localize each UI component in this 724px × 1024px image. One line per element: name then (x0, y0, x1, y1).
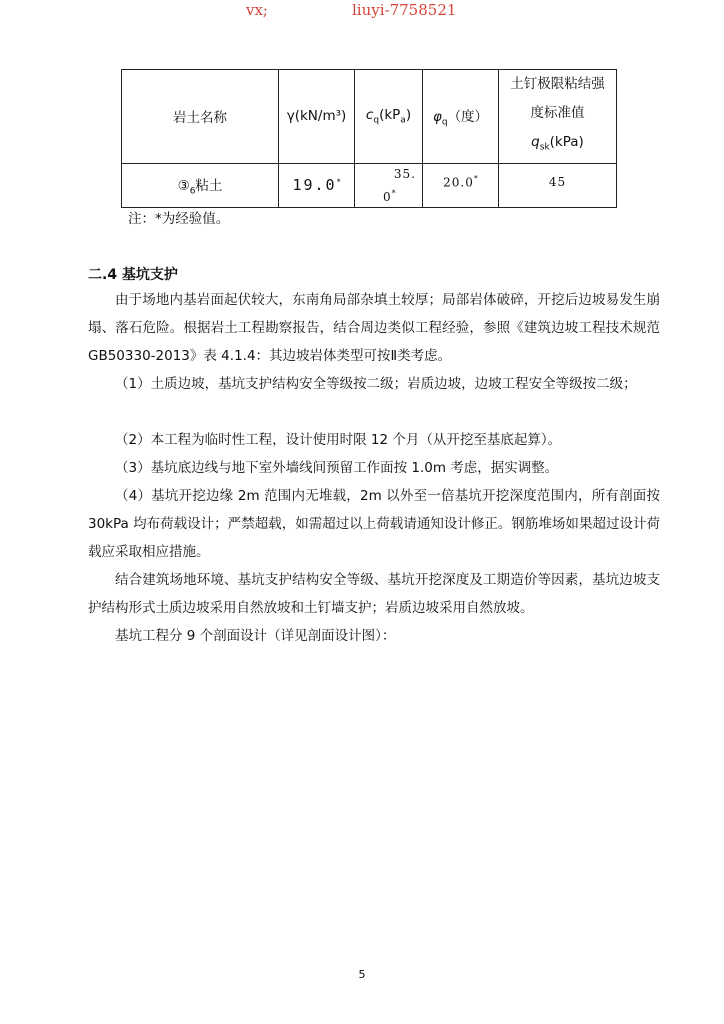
header-qsk-symbol: q (531, 134, 540, 150)
soil-name-text: 粘土 (195, 177, 223, 194)
watermark-right: liuyi-7758521 (352, 1, 457, 19)
header-qsk-unit: (kPa) (549, 134, 584, 150)
soil-layer-sub: 6 (189, 186, 196, 197)
paragraph-7: 基坑工程分 9 个剖面设计（详见剖面设计图）： (115, 628, 396, 644)
soil-parameter-table (121, 69, 617, 208)
paragraph-3: （2）本工程为临时性工程，设计使用时限 12 个月（从开挖至基底起算）。 (115, 432, 562, 448)
header-phi-unit: （度） (447, 109, 489, 125)
header-qsk-line1: 土钉极限粘结强 (510, 76, 605, 92)
header-qsk-line3 (499, 128, 616, 163)
cell-cohesion (355, 163, 423, 207)
page-number: 5 (358, 968, 366, 981)
header-phi-sub: q (441, 117, 448, 128)
c-star: * (391, 188, 397, 198)
header-gamma-text: γ(kN/m³) (286, 108, 347, 125)
table-row (122, 163, 617, 207)
header-friction-angle (423, 70, 499, 164)
paragraph-2: （1）土质边坡，基坑支护结构安全等级按二级；岩质边坡，边坡工程安全等级按二级； (115, 376, 637, 392)
paragraph-1: 由于场地内基岩面起伏较大，东南角局部杂填土较厚；局部岩体破碎，开挖后边坡易发生崩塌、落石危险。根据岩土工程勘察报告，结合周边类似工程经验，参照《建筑边坡工程技术规范 GB50330-2013》表 4.1.4：其边坡岩体类型可按Ⅱ类考虑。 (88, 292, 660, 364)
gamma-value: 19.0 (292, 176, 337, 195)
soil-layer-number: ③ (177, 177, 190, 194)
cell-phi (423, 163, 499, 207)
phi-value: 20.0 (443, 175, 474, 190)
watermark (0, 1, 724, 21)
gamma-star: * (336, 177, 341, 187)
paragraph-5: （4）基坑开挖边缘 2m 范围内无堆载，2m 以外至一倍基坑开挖深度范围内，所有剖面按 30kPa 均布荷载设计；严禁超载，如需超过以上荷载请通知设计修正。钢筋堆场如果超过设计荷载应采取相应措施。 (88, 488, 660, 560)
header-c-unit-sub: a (400, 115, 406, 126)
header-qsk-line2: 度标准值 (530, 105, 585, 121)
cell-gamma (279, 163, 355, 207)
paragraph-4: （3）基坑底边线与地下室外墙线间预留工作面按 1.0m 考虑，据实调整。 (115, 460, 559, 476)
table-header-row (122, 70, 617, 164)
header-bond-strength (499, 70, 617, 164)
header-cohesion (355, 70, 423, 164)
header-c-sub: q (373, 115, 380, 126)
header-c-unit-a: (kP (379, 107, 401, 123)
table-note: 注：*为经验值。 (128, 211, 230, 227)
qsk-value: 45 (548, 174, 567, 189)
header-c-symbol: c (365, 107, 374, 123)
c-value-bottom: 0 (383, 189, 392, 204)
c-value-bottom-wrap (355, 184, 422, 207)
cell-qsk (499, 163, 617, 207)
header-unit-weight (279, 70, 355, 164)
section-heading: 二.4 基坑支护 (88, 267, 178, 283)
c-value-top: 35. (393, 166, 416, 181)
cell-soil-name (122, 163, 279, 207)
header-c-unit-b: ) (405, 107, 412, 123)
paragraph-6: 结合建筑场地环境、基坑支护结构安全等级、基坑开挖深度及工期造价等因素，基坑边坡支护结构形式土质边坡采用自然放坡和土钉墙支护；岩质边坡采用自然放坡。 (88, 572, 660, 616)
header-phi-symbol: φ (432, 109, 442, 125)
phi-star: * (473, 173, 478, 183)
watermark-left: vx; (246, 1, 268, 19)
header-soil-name: 岩土名称 (122, 70, 279, 164)
header-qsk-sub: sk (539, 142, 550, 153)
